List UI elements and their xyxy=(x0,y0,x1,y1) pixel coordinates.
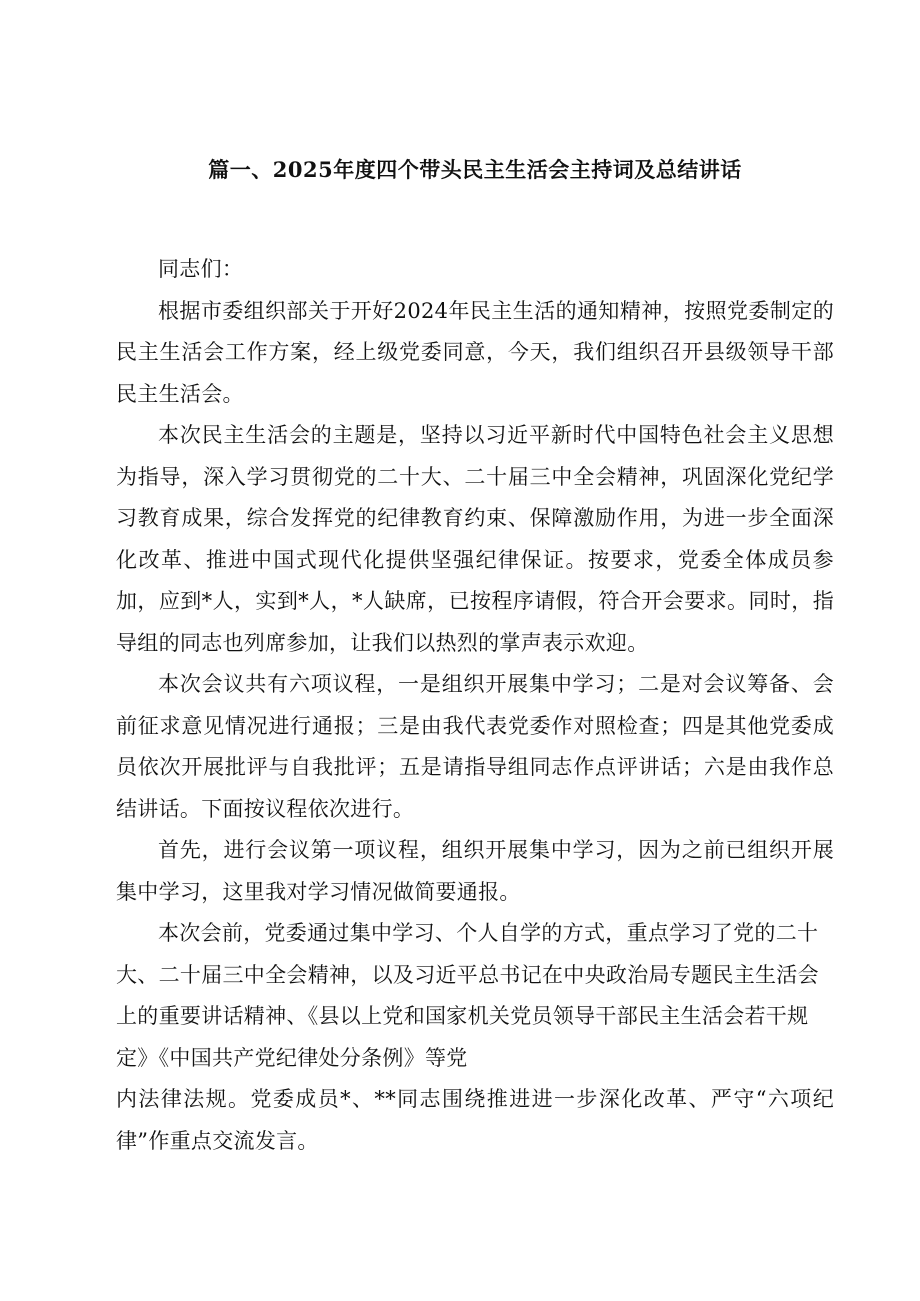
body-paragraph-continued: 内法律法规。党委成员*、**同志围绕推进进一步深化改革、严守“六项纪律”作重点交流发言。 xyxy=(116,1087,834,1153)
document-title: 篇一、2025年度四个带头民主生活会主持词及总结讲话 xyxy=(208,157,742,182)
body-paragraph: 本次会前，党委通过集中学习、个人自学的方式，重点学习了党的二十大、二十届三中全会精神，以及习近平总书记在中央政治局专题民主生活会上的重要讲话精神、《县以上党和国家机关党员领导干部民主生活会若干规定》《中国共产党纪律处分条例》等党 xyxy=(116,921,819,1070)
body-paragraph: 根据市委组织部关于开好2024年民主生活的通知精神，按照党委制定的民主生活会工作方案，经上级党委同意，今天，我们组织召开县级领导干部民主生活会。 xyxy=(116,298,834,406)
salutation-paragraph: 同志们： xyxy=(158,257,244,281)
body-paragraph: 本次会议共有六项议程，一是组织开展集中学习；二是对会议筹备、会前征求意见情况进行通报；三是由我代表党委作对照检查；四是其他党委成员依次开展批评与自我批评；五是请指导组同志作点评讲话；六是由我作总结讲话。下面按议程依次进行。 xyxy=(116,672,834,821)
document-body xyxy=(116,249,834,1162)
body-paragraph: 首先，进行会议第一项议程，组织开展集中学习，因为之前已组织开展集中学习，这里我对学习情况做简要通报。 xyxy=(116,838,834,904)
body-paragraph: 本次民主生活会的主题是，坚持以习近平新时代中国特色社会主义思想为指导，深入学习贯彻党的二十大、二十届三中全会精神，巩固深化党纪学习教育成果，综合发挥党的纪律教育约束、保障激励作用，为进一步全面深化改革、推进中国式现代化提供坚强纪律保证。按要求，党委全体成员参加，应到*人，实到*人，*人缺席，已按程序请假，符合开会要求。同时，指导组的同志也列席参加，让我们以热烈的掌声表示欢迎。 xyxy=(116,423,834,655)
